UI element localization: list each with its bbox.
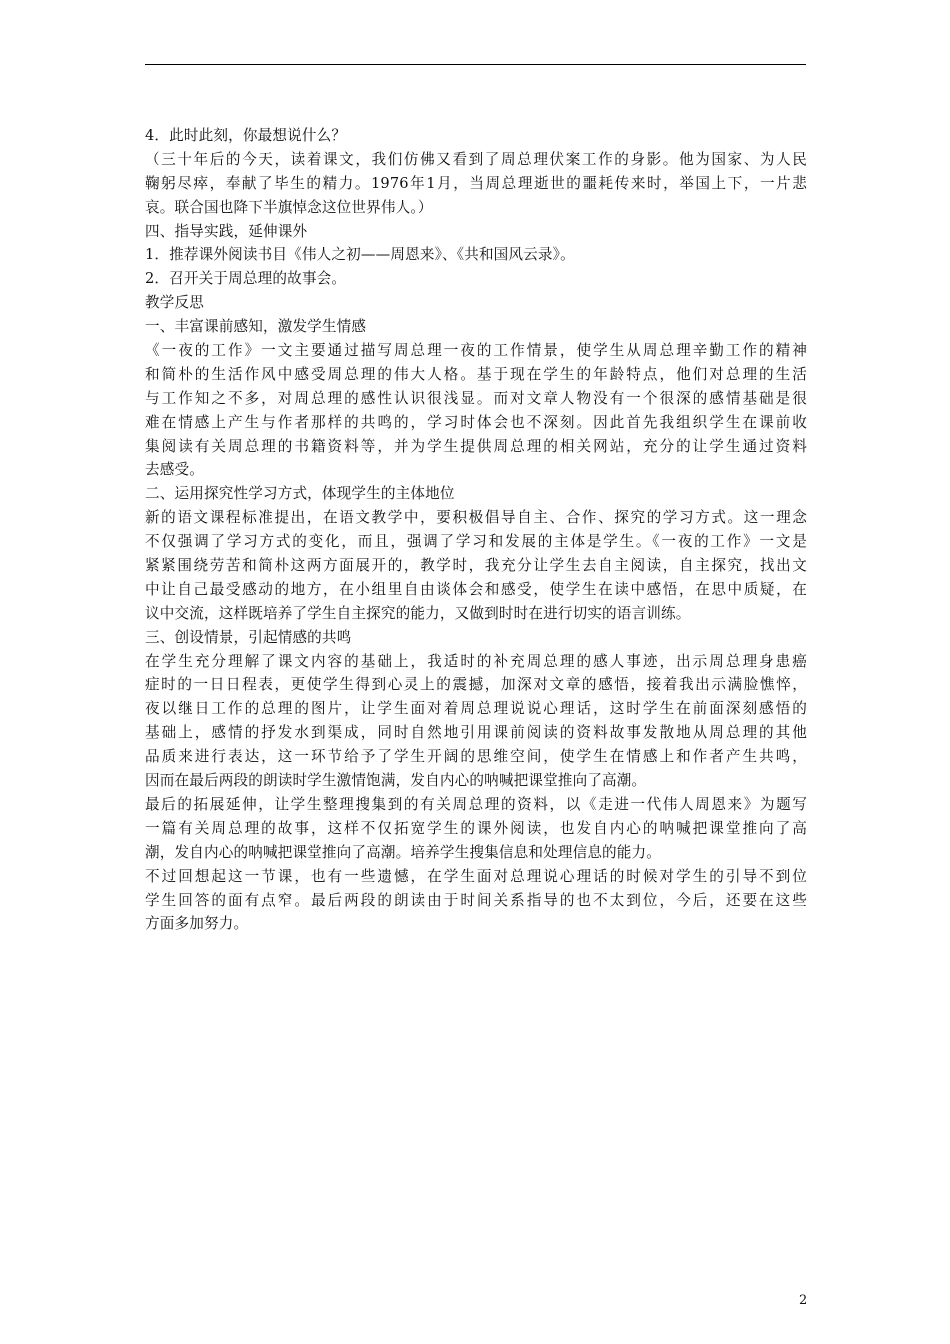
text-line: 症时的一日日程表，更使学生得到心灵上的震撼，加深对文章的感悟，接着我出示满脸憔悴， (145, 676, 807, 694)
text-line: 与工作知之不多，对周总理的感性认识很浅显。而对文章人物没有一个很深的感情基础是很 (145, 389, 807, 407)
text-line: 教学反思 (145, 294, 204, 312)
text-line: 去感受。 (145, 461, 204, 479)
text-line: 集阅读有关周总理的书籍资料等，并为学生提供周总理的相关网站，充分的让学生通过资料 (145, 437, 807, 455)
text-line: 1．推荐课外阅读书目《伟人之初——周恩来》、《共和国风云录》。 (145, 246, 575, 264)
text-line: 新的语文课程标准提出，在语文教学中，要积极倡导自主、合作、探究的学习方式。这一理念 (145, 509, 807, 527)
text-line: 夜以继日工作的总理的图片，让学生面对着周总理说说心理话，这时学生在前面深刻感悟的 (145, 700, 807, 718)
text-line: 品质来进行表达，这一环节给予了学生开阔的思维空间，使学生在情感上和作者产生共鸣， (145, 748, 807, 766)
text-line: 潮，发自内心的呐喊把课堂推向了高潮。培养学生搜集信息和处理信息的能力。 (145, 843, 662, 861)
text-line: 因而在最后两段的朗读时学生激情饱满，发自内心的呐喊把课堂推向了高潮。 (145, 772, 647, 790)
text-line: 中让自己最受感动的地方，在小组里自由谈体会和感受，使学生在读中感悟，在思中质疑，在 (145, 580, 807, 598)
text-line: 一篇有关周总理的故事，这样不仅拓宽学生的课外阅读，也发自内心的呐喊把课堂推向了高 (145, 819, 807, 837)
text-line: 哀。联合国也降下半旗悼念这位世界伟人。） (145, 198, 433, 216)
header-rule (145, 64, 806, 65)
text-line: 在学生充分理解了课文内容的基础上，我适时的补充周总理的感人事迹，出示周总理身患癌 (145, 652, 807, 670)
text-line: 一、丰富课前感知，激发学生情感 (145, 318, 367, 336)
text-line: 不仅强调了学习方式的变化，而且，强调了学习和发展的主体是学生。《一夜的工作》一文是 (145, 533, 807, 551)
text-line: 紧紧围绕劳苦和简朴这两方面展开的，教学时，我充分让学生去自主阅读，自主探究，找出文 (145, 557, 807, 575)
text-line: 议中交流，这样既培养了学生自主探究的能力，又做到时时在进行切实的语言训练。 (145, 604, 691, 622)
text-line: 最后的拓展延伸，让学生整理搜集到的有关周总理的资料，以《走进一代伟人周恩来》为题写 (145, 795, 807, 813)
text-line: 二、运用探究性学习方式，体现学生的主体地位 (145, 485, 455, 503)
document-body (145, 124, 807, 936)
text-line: 《一夜的工作》一文主要通过描写周总理一夜的工作情景，使学生从周总理辛勤工作的精神 (145, 342, 807, 360)
text-line: 三、创设情景，引起情感的共鸣 (145, 628, 352, 646)
page-number: 2 (799, 1293, 808, 1308)
text-line: 方面多加努力。 (145, 915, 249, 933)
text-line: 鞠躬尽瘁，奉献了毕生的精力。1976年1月，当周总理逝世的噩耗传来时，举国上下，一片悲 (145, 174, 807, 192)
text-line: 学生回答的面有点窄。最后两段的朗读由于时间关系指导的也不太到位，今后，还要在这些 (145, 891, 807, 909)
text-line: 四、指导实践，延伸课外 (145, 222, 308, 240)
text-line: 和简朴的生活作风中感受周总理的伟大人格。基于现在学生的年龄特点，他们对总理的生活 (145, 365, 807, 383)
text-line: 不过回想起这一节课，也有一些遗憾，在学生面对总理说心理话的时候对学生的引导不到位 (145, 867, 807, 885)
text-line: （三十年后的今天，读着课文，我们仿佛又看到了周总理伏案工作的身影。他为国家、为人民 (145, 150, 807, 168)
text-line: 基础上，感情的抒发水到渠成，同时自然地引用课前阅读的资料故事发散地从周总理的其他 (145, 724, 807, 742)
text-line: 难在情感上产生与作者那样的共鸣的，学习时体会也不深刻。因此首先我组织学生在课前收 (145, 413, 807, 431)
text-line: 4．此时此刻，你最想说什么？ (145, 127, 347, 144)
text-line: 2．召开关于周总理的故事会。 (145, 270, 347, 288)
